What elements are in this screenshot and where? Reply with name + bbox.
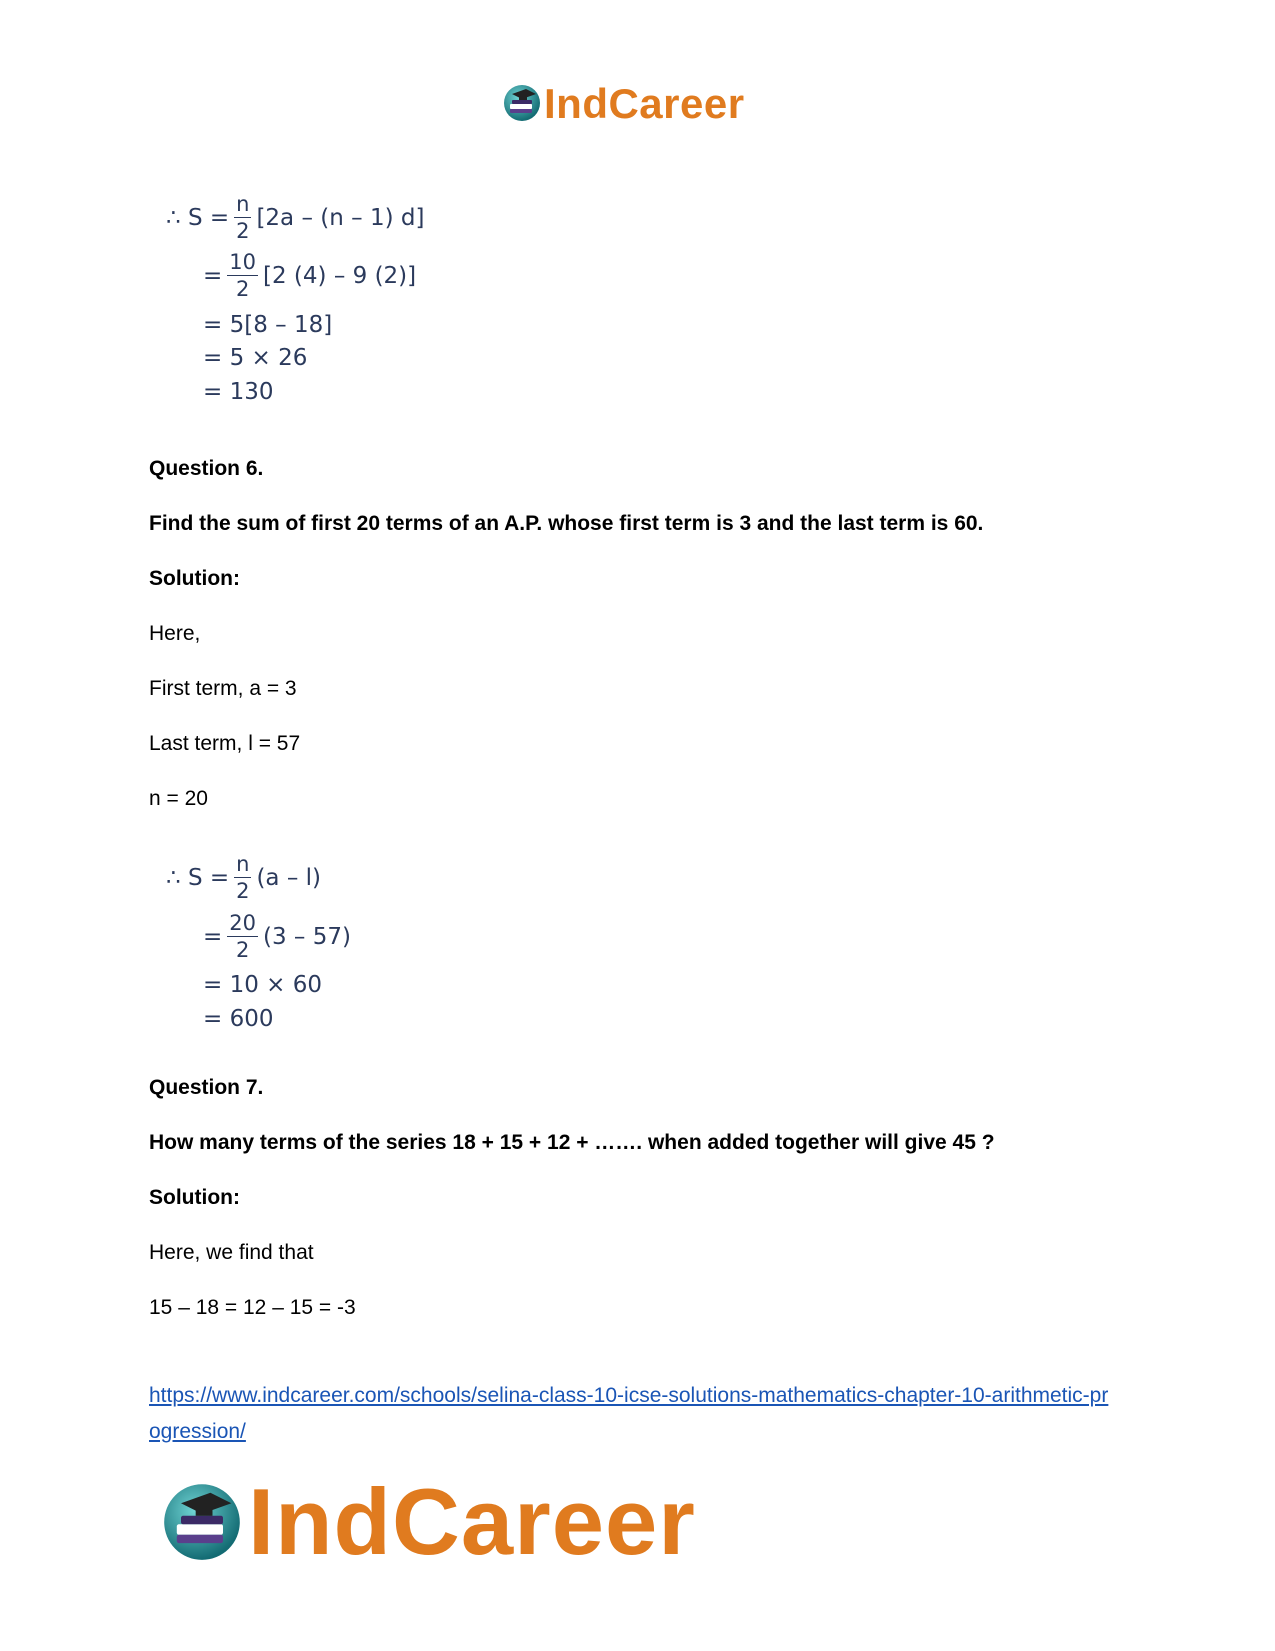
math-expression: [2 (4) – 9 (2)] — [263, 263, 417, 289]
solution-label: Solution: — [149, 567, 240, 590]
math-expression: [2a – (n – 1) d] — [256, 205, 425, 231]
math-expression: (3 – 57) — [263, 924, 351, 950]
question-7-heading: Question 7. — [149, 1076, 264, 1099]
solution-line: Here, we find that — [149, 1241, 314, 1264]
math-prefix: ∴ S = — [166, 205, 230, 231]
math-line: = 5 × 26 — [203, 345, 308, 371]
source-url-link[interactable]: https://www.indcareer.com/schools/selina-class-10-icse-solutions-mathematics-chapter-10-arithmetic-progression/ — [149, 1384, 1109, 1443]
math-prefix: = — [203, 924, 223, 950]
solution-line: First term, a = 3 — [149, 677, 297, 700]
math-line: = 5[8 – 18] — [203, 312, 333, 338]
question-7-text: How many terms of the series 18 + 15 + 12 + ……. when added together will give 45 ? — [149, 1131, 995, 1154]
solution-line: Here, — [149, 622, 201, 645]
header-logo — [502, 80, 745, 128]
math-prefix: ∴ S = — [166, 865, 230, 891]
fraction: $\frac{n}{2}$ — [236, 852, 250, 903]
fraction: $\frac{20}{2}$ — [229, 911, 257, 962]
footer-logo — [160, 1468, 696, 1576]
brand-wordmark: IndCareer — [248, 1469, 696, 1574]
math-line: = 130 — [203, 379, 274, 405]
math-line: = 10 × 60 — [203, 972, 323, 998]
math-prefix: = — [203, 263, 223, 289]
question-6-heading: Question 6. — [149, 457, 264, 480]
math-expression: (a – l) — [256, 865, 322, 891]
solution-label: Solution: — [149, 1186, 240, 1209]
solution-line: 15 – 18 = 12 – 15 = -3 — [149, 1296, 356, 1319]
fraction: $\frac{10}{2}$ — [229, 250, 257, 301]
math-line: = 600 — [203, 1006, 274, 1032]
graduation-book-icon — [160, 1478, 244, 1567]
solution-line: Last term, l = 57 — [149, 732, 301, 755]
brand-wordmark: IndCareer — [544, 80, 745, 127]
question-6-text: Find the sum of first 20 terms of an A.P. whose first term is 3 and the last term is 60. — [149, 512, 984, 535]
graduation-book-icon — [502, 82, 542, 127]
solution-line: n = 20 — [149, 787, 208, 810]
fraction: $\frac{n}{2}$ — [236, 192, 250, 243]
